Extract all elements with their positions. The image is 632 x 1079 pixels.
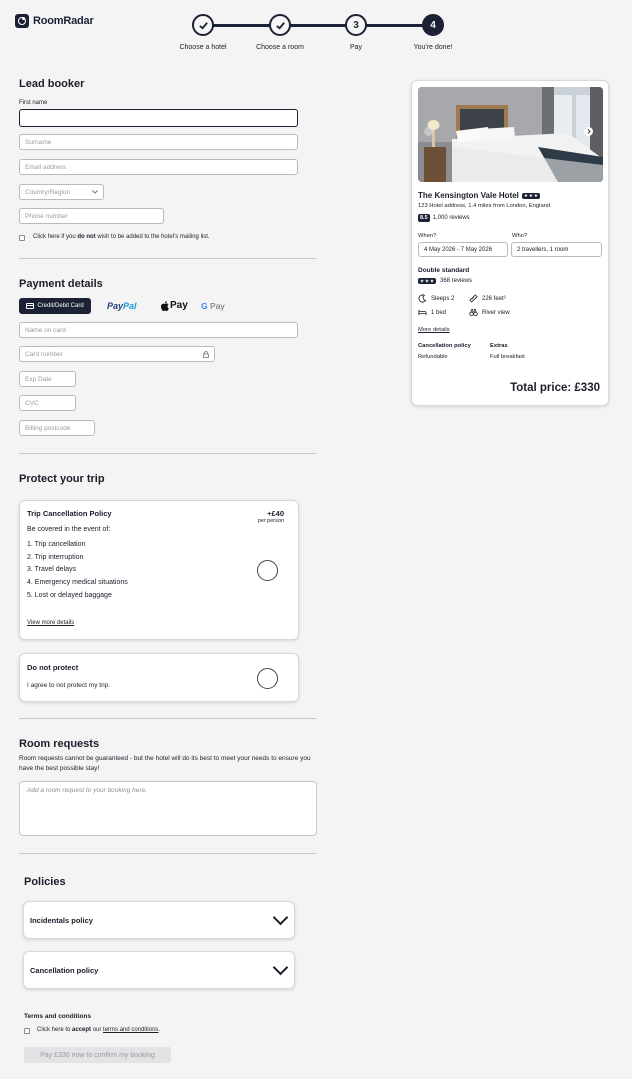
- booking-summary-card: [411, 80, 609, 406]
- amenity-sleeps: Sleeps 2: [418, 294, 454, 303]
- protect-title: Protect your trip: [19, 473, 105, 485]
- bed-icon: [418, 308, 427, 317]
- apple-icon: [161, 301, 169, 311]
- next-photo-button[interactable]: [584, 127, 593, 136]
- hotel-rating-row: [418, 214, 470, 222]
- mailing-list-label: Click here if you do not wish to be added to the hotel's mailing list.: [33, 234, 210, 240]
- room-image: [418, 87, 603, 182]
- incidentals-policy-accordion[interactable]: Incidentals policy: [23, 901, 295, 939]
- do-not-protect-radio[interactable]: [257, 668, 278, 689]
- step-1-indicator: [192, 14, 214, 36]
- option-text: I agree to not protect my trip.: [27, 682, 111, 689]
- check-icon: [198, 20, 209, 31]
- total-price: Total price: £330: [510, 382, 600, 394]
- option-price: +£40: [267, 509, 284, 518]
- brand-logo[interactable]: [15, 14, 94, 28]
- list-item: 3. Travel delays: [27, 566, 77, 573]
- room-reviews: 368 reviews: [440, 278, 473, 284]
- mailing-list-checkbox[interactable]: [19, 235, 25, 241]
- chevron-down-icon: [273, 909, 289, 925]
- view-more-details-link[interactable]: View more details: [27, 620, 75, 626]
- step-4-indicator: 4: [422, 14, 444, 36]
- chevron-down-icon: [273, 959, 289, 975]
- option-title: Trip Cancellation Policy: [27, 509, 112, 518]
- card-number-field[interactable]: Card number: [19, 346, 215, 362]
- travellers-field[interactable]: 2 travellers, 1 room: [511, 242, 602, 257]
- rating-badge: 8.5: [420, 215, 428, 221]
- room-rating-row: [418, 278, 472, 284]
- brand-name: RoomRadar: [33, 15, 94, 27]
- lock-icon: [203, 351, 209, 358]
- country-select-value: Country/Region: [25, 188, 71, 196]
- first-name-field[interactable]: [19, 109, 298, 127]
- divider: [19, 718, 316, 719]
- email-field[interactable]: Email address: [19, 159, 298, 175]
- hotel-address: 123 Hotel address, 1.4 miles from London, England: [418, 203, 551, 209]
- credit-card-icon: [26, 303, 34, 309]
- payment-title: Payment details: [19, 278, 103, 290]
- step-1-label: Choose a hotel: [179, 44, 227, 51]
- room-type: Double standard: [418, 267, 470, 274]
- hotel-name-row: [418, 191, 540, 200]
- terms-link[interactable]: terms and conditions: [103, 1027, 159, 1033]
- star-rating-icon: [522, 193, 540, 199]
- accept-terms-label: Click here to accept our terms and conditions.: [37, 1027, 161, 1033]
- cancellation-value: Refundable: [418, 354, 448, 360]
- hotel-name: The Kensington Vale Hotel: [418, 191, 519, 200]
- paypal-tab[interactable]: PayPal: [107, 301, 137, 311]
- step-2-label: Choose a room: [256, 44, 304, 51]
- trip-cancellation-radio[interactable]: [257, 560, 278, 581]
- previous-photo-button[interactable]: [424, 127, 433, 136]
- radar-logo-icon: [15, 14, 29, 28]
- cancellation-policy-accordion[interactable]: Cancellation policy: [23, 951, 295, 989]
- extras-value: Full breakfast: [490, 354, 525, 360]
- amenity-size: 226 feet²: [469, 294, 506, 303]
- name-on-card-field[interactable]: Name on card: [19, 322, 298, 338]
- google-pay-tab[interactable]: G Pay: [201, 301, 225, 311]
- phone-field[interactable]: Phone number: [19, 208, 164, 224]
- apple-pay-tab[interactable]: Pay: [161, 300, 188, 311]
- policies-title: Policies: [24, 876, 66, 888]
- room-requests-title: Room requests: [19, 738, 100, 750]
- star-rating-icon: [418, 278, 436, 284]
- divider: [19, 853, 316, 854]
- hotel-room-photo: [418, 87, 603, 182]
- room-request-textarea[interactable]: Add a room request to your booking here.: [19, 781, 317, 836]
- amenity-bed: 1 bed: [418, 308, 446, 317]
- dates-field[interactable]: 4 May 2026 - 7 May 2026: [418, 242, 508, 257]
- cvc-field[interactable]: CVC: [19, 395, 76, 411]
- step-3-label: Pay: [349, 44, 363, 51]
- who-label: Who?: [512, 233, 528, 239]
- option-price-note: per person: [257, 518, 284, 524]
- step-3-indicator: 3: [345, 14, 367, 36]
- list-item: 4. Emergency medical situations: [27, 579, 128, 586]
- step-4-label: You're done!: [413, 44, 453, 51]
- option-title: Do not protect: [27, 663, 79, 672]
- pay-now-button[interactable]: Pay £330 now to confirm my booking: [24, 1047, 171, 1063]
- ruler-icon: [469, 294, 478, 303]
- amenity-view: River view: [469, 308, 510, 317]
- lead-booker-title: Lead booker: [19, 78, 85, 90]
- list-item: 1. Trip cancellation: [27, 541, 86, 548]
- list-item: 2. Trip interruption: [27, 554, 84, 561]
- binoculars-icon: [469, 308, 478, 317]
- check-icon: [275, 20, 286, 31]
- divider: [19, 258, 316, 259]
- moon-icon: [418, 294, 427, 303]
- country-select[interactable]: [19, 184, 104, 200]
- terms-title: Terms and conditions: [24, 1013, 92, 1020]
- room-requests-description: Room requests cannot be guaranteed - but the hotel will do its best to meet your needs to ensure you have the best possible stay!: [19, 755, 311, 772]
- stepper-line: [202, 24, 433, 27]
- card-payment-tab[interactable]: Credit/Debit Card: [19, 298, 91, 314]
- chevron-right-icon: [587, 129, 591, 134]
- extras-label: Extras: [490, 343, 508, 349]
- when-label: When?: [418, 233, 437, 239]
- chevron-down-icon: [92, 190, 98, 194]
- trip-cancellation-option[interactable]: [19, 500, 299, 640]
- accept-terms-checkbox[interactable]: [24, 1028, 30, 1034]
- surname-field[interactable]: Surname: [19, 134, 298, 150]
- billing-postcode-field[interactable]: Billing postcode: [19, 420, 95, 436]
- hotel-reviews: 1,000 reviews: [432, 215, 470, 221]
- first-name-label: First name: [19, 100, 48, 106]
- cancellation-label: Cancellation policy: [418, 343, 471, 349]
- divider: [19, 453, 316, 454]
- option-intro: Be covered in the event of:: [27, 526, 111, 533]
- exp-date-field[interactable]: Exp Date: [19, 371, 76, 387]
- more-details-link[interactable]: More details: [418, 327, 450, 333]
- list-item: 5. Lost or delayed baggage: [27, 592, 112, 599]
- step-2-indicator: [269, 14, 291, 36]
- do-not-protect-option[interactable]: [19, 653, 299, 702]
